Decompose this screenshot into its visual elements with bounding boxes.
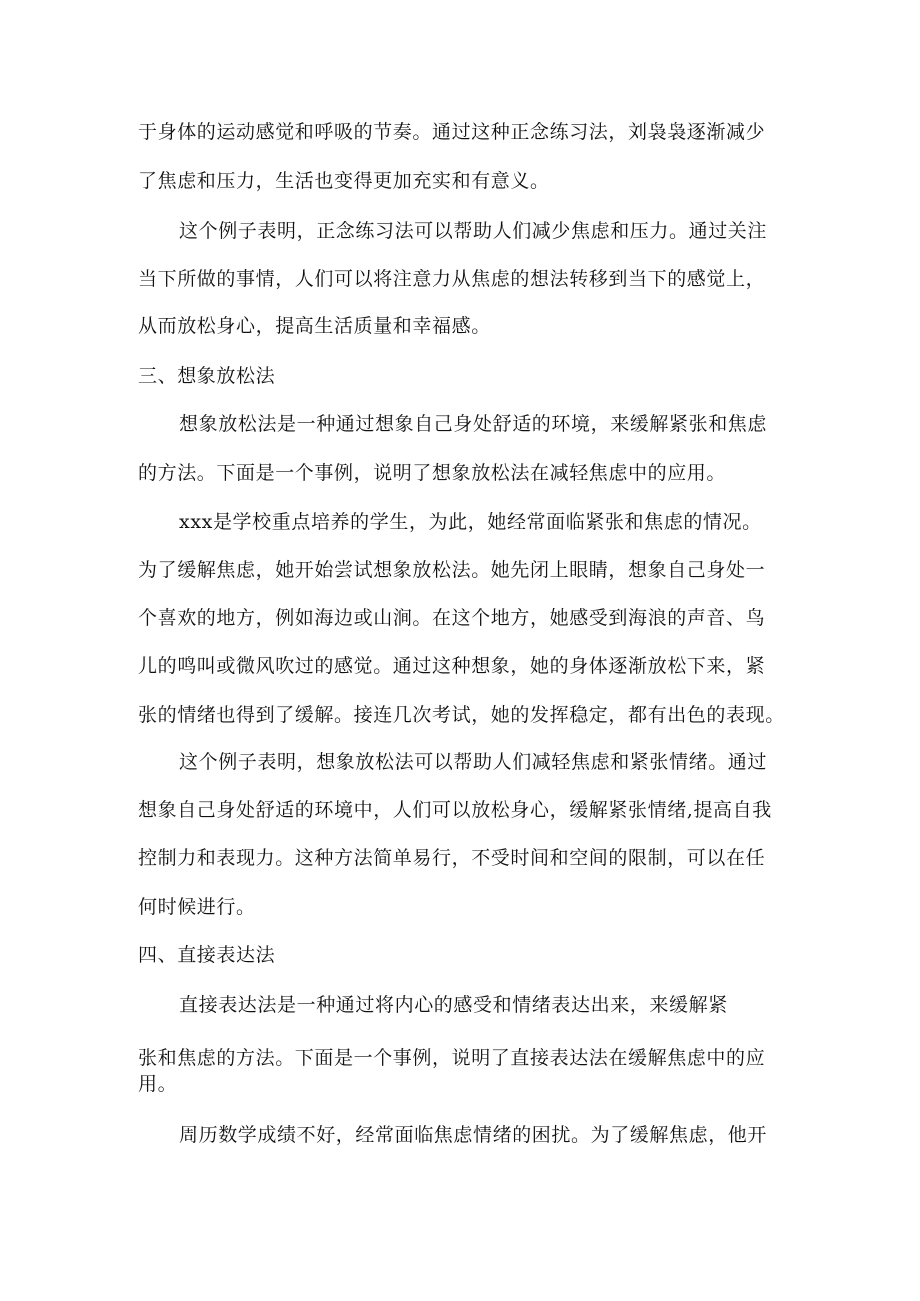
text-line: 控制力和表现力。这种方法简单易行，不受时间和空间的限制，可以在任	[138, 847, 766, 869]
section-heading: 三、想象放松法	[138, 365, 276, 387]
text-line: 用。	[138, 1073, 178, 1095]
text-line: 当下所做的事情，人们可以将注意力从焦虑的想法转移到当下的感觉上，	[138, 268, 766, 290]
text-line: 想象自己身处舒适的环境中，人们可以放松身心，缓解紧张情绪,提高自我	[138, 799, 772, 821]
text-line: 个喜欢的地方，例如海边或山涧。在这个地方，她感受到海浪的声音、鸟	[138, 607, 766, 629]
paragraph-start: 直接表达法是一种通过将内心的感受和情绪表达出来，来缓解紧	[179, 994, 728, 1016]
text-line: 从而放松身心，提高生活质量和幸福感。	[138, 315, 491, 337]
text-line: 儿的鸣叫或微风吹过的感觉。通过这种想象，她的身体逐渐放松下来，紧	[138, 655, 766, 677]
text-line: 了焦虑和压力，生活也变得更加充实和有意义。	[138, 170, 550, 192]
paragraph-start: 这个例子表明，正念练习法可以帮助人们减少焦虑和压力。通过关注	[179, 220, 768, 242]
paragraph-start: xxx是学校重点培养的学生，为此，她经常面临紧张和焦虑的情况。	[179, 511, 762, 533]
paragraph-start: 想象放松法是一种通过想象自己身处舒适的环境，来缓解紧张和焦虑	[179, 413, 768, 435]
text-line: 张的情绪也得到了缓解。接连几次考试，她的发挥稳定，都有出色的表现。	[138, 704, 785, 726]
text-line: 何时候进行。	[138, 896, 256, 918]
text-line: 为了缓解焦虑，她开始尝试想象放松法。她先闭上眼睛，想象自己身处一	[138, 559, 766, 581]
text-line: 张和焦虑的方法。下面是一个事例，说明了直接表达法在缓解焦虑中的应	[138, 1047, 766, 1069]
text-line: 于身体的运动感觉和呼吸的节奏。通过这种正念练习法，刘袅袅逐渐减少	[138, 121, 766, 143]
text-line: 的方法。下面是一个事例，说明了想象放松法在减轻焦虑中的应用。	[138, 462, 727, 484]
section-heading: 四、直接表达法	[138, 944, 276, 966]
paragraph-start: 这个例子表明，想象放松法可以帮助人们减轻焦虑和紧张情绪。通过	[179, 751, 768, 773]
paragraph-start: 周历数学成绩不好，经常面临焦虑情绪的困扰。为了缓解焦虑，他开	[179, 1124, 768, 1146]
